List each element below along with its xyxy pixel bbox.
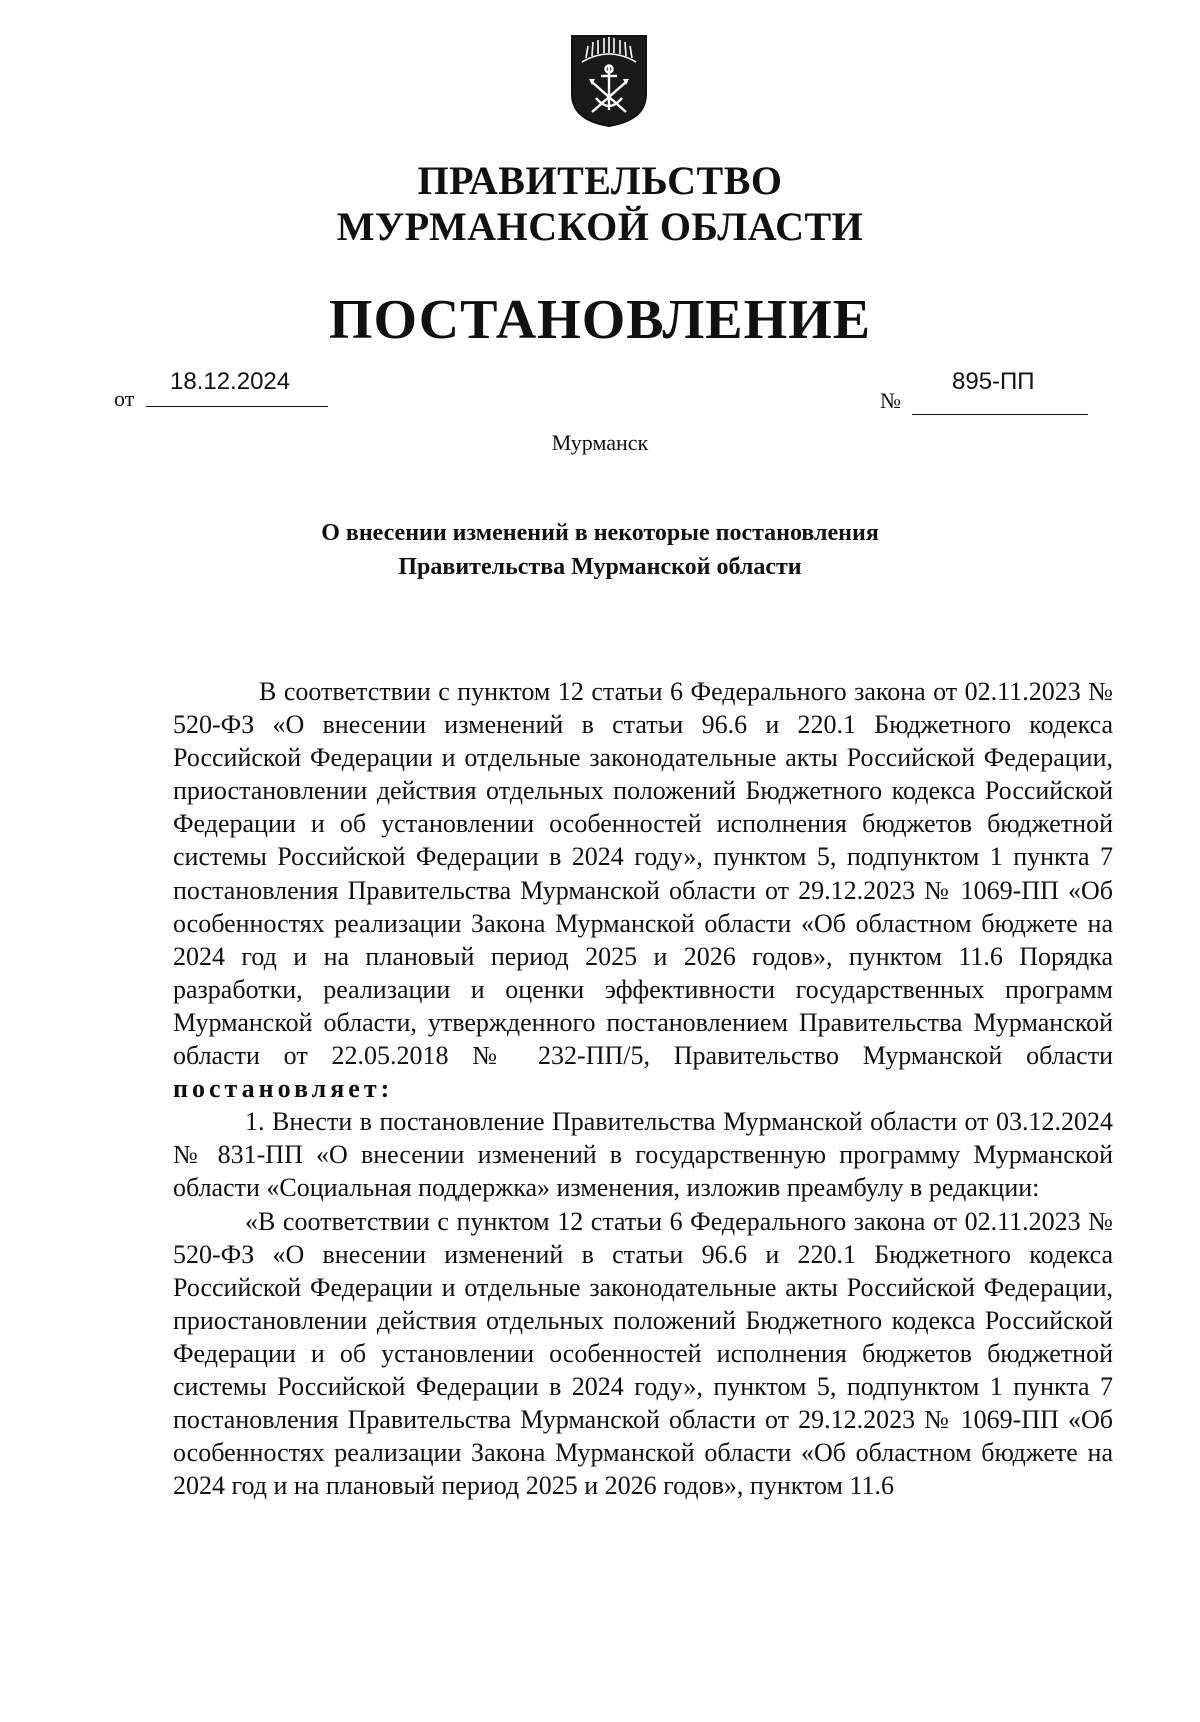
number-prefix: № — [880, 388, 901, 413]
document-subject — [0, 516, 1200, 584]
subject-line2: Правительства Мурманской области — [398, 554, 802, 580]
resolution-keyword: постановляет: — [173, 1074, 394, 1104]
number-value: 895-ПП — [952, 368, 1035, 395]
government-title — [0, 158, 1200, 250]
date-value: 18.12.2024 — [170, 368, 291, 395]
government-title-line1: ПРАВИТЕЛЬСТВО — [417, 158, 783, 203]
paragraph-preamble — [173, 675, 1113, 1105]
document-type: ПОСТАНОВЛЕНИЕ — [328, 289, 872, 351]
preamble-text: В соответствии с пунктом 12 статьи 6 Федерального закона от 02.11.2023 № 520-ФЗ «О внесении изменений в статьи 96.6 и 220.1 Бюджетного кодекса Российской Федерации и отдельные законодательные акты Российской Федерации, приостановлении действия отдельных положений Бюджетного кодекса Российской Федерации и об установлении особенностей исполнения бюджетов бюджетной системы Российской Федерации в 2024 году», пунктом 5, подпунктом 1 пункта 7 постановления Правительства Мурманской области от 29.12.2023 № 1069-ПП «Об особенностях реализации Закона Мурманской области «Об областном бюджете на 2024 год и на плановый период 2025 и 2026 годов», пунктом 11.6 Порядка разработки, реализации и оценки эффективности государственных программ Мурманской области, утвержденного постановлением Правительства Мурманской области от 22.05.2018 № 232-ПП/5, Правительство Мурманской области — [173, 677, 1113, 1071]
subject-line1: О внесении изменений в некоторые постановления — [321, 520, 879, 546]
city-name: Мурманск — [551, 430, 649, 455]
date-prefix: от — [114, 386, 135, 411]
number-underline — [912, 414, 1088, 415]
coat-of-arms-icon — [568, 32, 650, 128]
paragraph-new-preamble: «В соответствии с пунктом 12 статьи 6 Федерального закона от 02.11.2023 № 520-ФЗ «О внесении изменений в статьи 96.6 и 220.1 Бюджетного кодекса Российской Федерации и отдельные законодательные акты Российской Федерации, приостановлении действия отдельных положений Бюджетного кодекса Российской Федерации и об установлении особенностей исполнения бюджетов бюджетной системы Российской Федерации в 2024 году», пунктом 5, подпунктом 1 пункта 7 постановления Правительства Мурманской области от 29.12.2023 № 1069-ПП «Об особенностях реализации Закона Мурманской области «Об областном бюджете на 2024 год и на плановый период 2025 и 2026 годов», пунктом 11.6 — [173, 1206, 1113, 1501]
number-field — [880, 368, 1090, 418]
document-body — [173, 675, 1113, 1502]
paragraph-item-1: 1. Внести в постановление Правительства Мурманской области от 03.12.2024 № 831-ПП «О внесении изменений в государственную программу Мурманской области «Социальная поддержка» изменения, изложив преамбулу в редакции: — [173, 1107, 1113, 1203]
date-underline — [146, 406, 328, 407]
date-field — [114, 368, 334, 411]
government-title-line2: МУРМАНСКОЙ ОБЛАСТИ — [336, 204, 864, 249]
